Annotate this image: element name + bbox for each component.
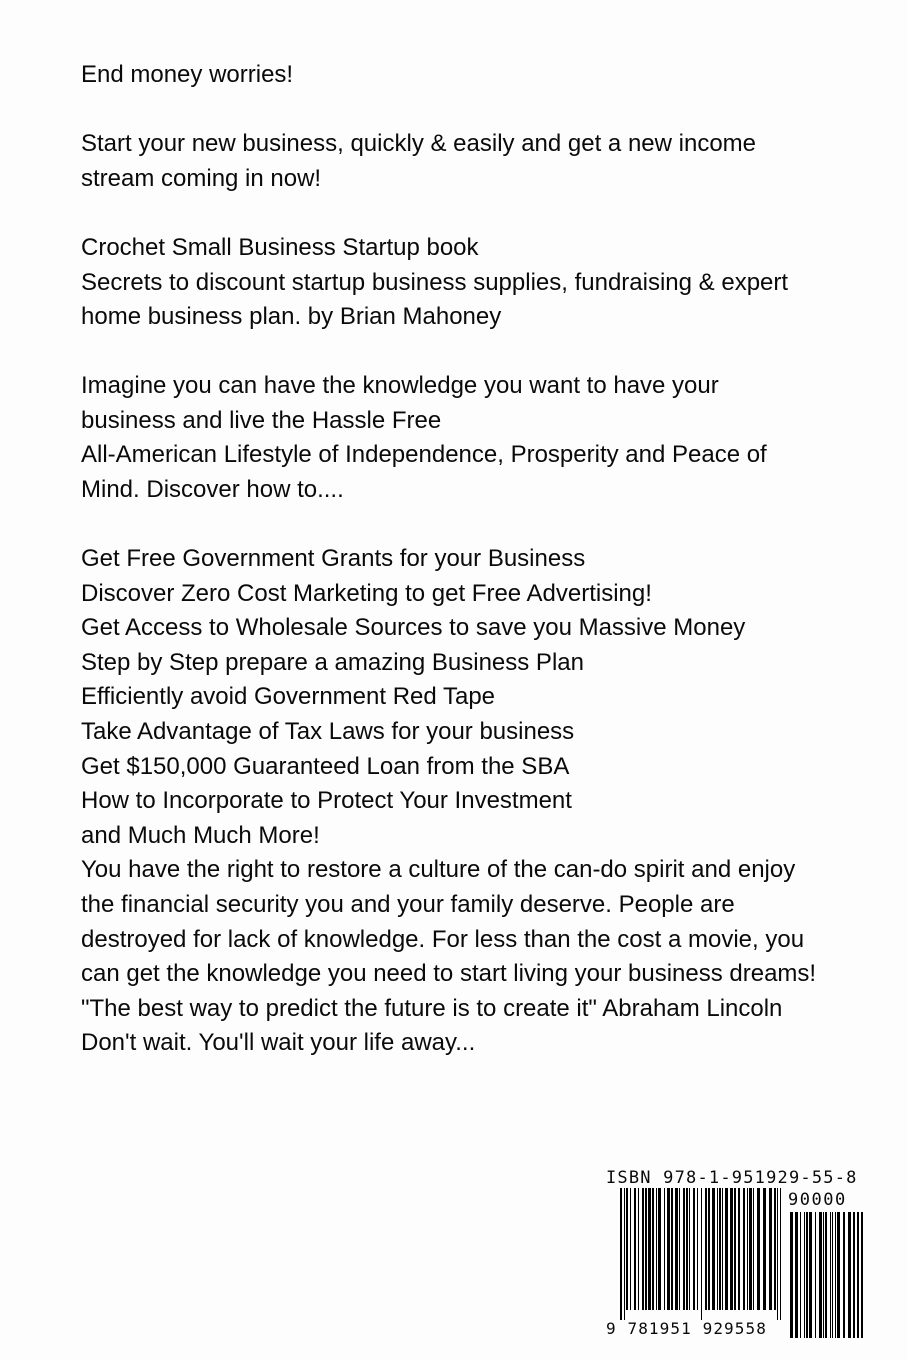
barcode-bar (626, 1188, 628, 1310)
intro-paragraph: Start your new business, quickly & easily and get a new income stream coming in now! (81, 130, 757, 192)
barcode-bar (757, 1188, 760, 1310)
barcode-bar (738, 1188, 740, 1310)
barcode-bar (790, 1212, 793, 1338)
book-author-line: home business plan. by Brian Mahoney (81, 303, 502, 331)
barcode-bar (747, 1188, 748, 1310)
barcode-bar (705, 1188, 707, 1310)
barcode-bar (857, 1212, 859, 1338)
barcode-bar (708, 1188, 710, 1310)
barcode-bar (753, 1188, 754, 1310)
barcode-bar (652, 1188, 654, 1310)
barcode-bar (777, 1188, 778, 1320)
list-item: Take Advantage of Tax Laws for your business (81, 717, 575, 745)
barcode-bar (671, 1188, 673, 1310)
barcode-bar (806, 1212, 808, 1338)
barcode-bar (835, 1212, 836, 1338)
barcode-bar (843, 1212, 845, 1338)
barcode-bar (804, 1212, 805, 1338)
barcode-bar (689, 1188, 690, 1310)
closing-line: can get the knowledge you need to start living your business dreams! (81, 960, 817, 988)
list-item: Get $150,000 Guaranteed Loan from the SBA (81, 752, 570, 780)
barcode-bar (712, 1188, 715, 1310)
barcode-bar (819, 1212, 822, 1338)
barcode-bar (830, 1212, 831, 1338)
barcode-bar (638, 1188, 639, 1310)
barcode-bar (774, 1188, 776, 1310)
barcode-bar (683, 1188, 685, 1310)
barcode-bar (693, 1188, 695, 1310)
book-title-block (81, 231, 871, 335)
barcode-bar (725, 1188, 728, 1310)
barcode-bar (664, 1188, 665, 1310)
barcode-bar (763, 1188, 766, 1310)
barcode-bar (795, 1212, 798, 1338)
barcode-bar (645, 1188, 647, 1310)
closing-line: You have the right to restore a culture of the can-do spirit and enjoy (81, 856, 796, 884)
barcode-bar (734, 1188, 736, 1310)
barcode-bar (730, 1188, 733, 1310)
barcode-bar (848, 1212, 851, 1338)
barcode-bar (780, 1188, 781, 1320)
barcode-bar (769, 1188, 772, 1310)
barcode-bar (800, 1212, 801, 1338)
barcode-bar (620, 1188, 622, 1320)
barcode-bar (832, 1212, 833, 1338)
price-addon-label: 90000 (788, 1190, 847, 1210)
barcode-bar (722, 1188, 723, 1310)
barcode-bar (634, 1188, 636, 1310)
barcode-bar (658, 1188, 661, 1310)
barcode-bar (815, 1212, 816, 1338)
closing-line: the financial security you and your family deserve. People are (81, 890, 735, 918)
barcode-bar (861, 1212, 863, 1338)
barcode-bar (624, 1188, 625, 1320)
list-item: How to Incorporate to Protect Your Investment (81, 787, 572, 815)
barcode-bar (679, 1188, 680, 1310)
list-item: Get Free Government Grants for your Business (81, 545, 586, 572)
barcode-bar (642, 1188, 644, 1310)
barcode-bar (825, 1212, 827, 1338)
benefits-list (81, 542, 871, 1061)
book-subtitle: Secrets to discount startup business supplies, fundraising & expert (81, 268, 789, 296)
barcode-bar (809, 1212, 812, 1338)
barcode-bar (667, 1188, 670, 1310)
ean-digits: 9 781951 929558 (606, 1319, 767, 1338)
barcode-bar (719, 1188, 721, 1310)
barcode-bar (686, 1188, 688, 1310)
barcode-bar (697, 1188, 698, 1310)
headline: End money worries! (81, 61, 294, 88)
barcode-bar (630, 1188, 631, 1310)
isbn-barcode (606, 1168, 868, 1342)
quote-line: "The best way to predict the future is to create it" Abraham Lincoln (81, 994, 783, 1022)
list-item: and Much Much More! (81, 821, 320, 849)
list-item: Step by Step prepare a amazing Business Plan (81, 648, 584, 676)
imagine-paragraph: Imagine you can have the knowledge you want to have your business and live the Hassle Free All-American Lifestyle of Independence, Prosperity and Peace of Mind. Discover how to.... (81, 372, 767, 503)
closing-line: Don't wait. You'll wait your life away... (81, 1029, 476, 1057)
barcode-bar (717, 1188, 718, 1310)
barcode-bar (837, 1212, 840, 1338)
barcode-bar (823, 1212, 824, 1338)
barcode-bar (749, 1188, 752, 1310)
list-item: Discover Zero Cost Marketing to get Free Advertising! (81, 579, 652, 607)
barcode-bar (853, 1212, 855, 1338)
list-item: Get Access to Wholesale Sources to save you Massive Money (81, 614, 746, 642)
barcode-bar (656, 1188, 657, 1310)
book-title: Crochet Small Business Startup book (81, 234, 479, 261)
barcode-bar (648, 1188, 651, 1310)
list-item: Efficiently avoid Government Red Tape (81, 683, 496, 711)
barcode-bar (743, 1188, 745, 1310)
barcode-bar (675, 1188, 678, 1310)
barcode-bar (701, 1188, 702, 1320)
isbn-label: ISBN 978-1-951929-55-8 (606, 1168, 858, 1188)
closing-line: destroyed for lack of knowledge. For less than the cost a movie, you (81, 925, 805, 953)
